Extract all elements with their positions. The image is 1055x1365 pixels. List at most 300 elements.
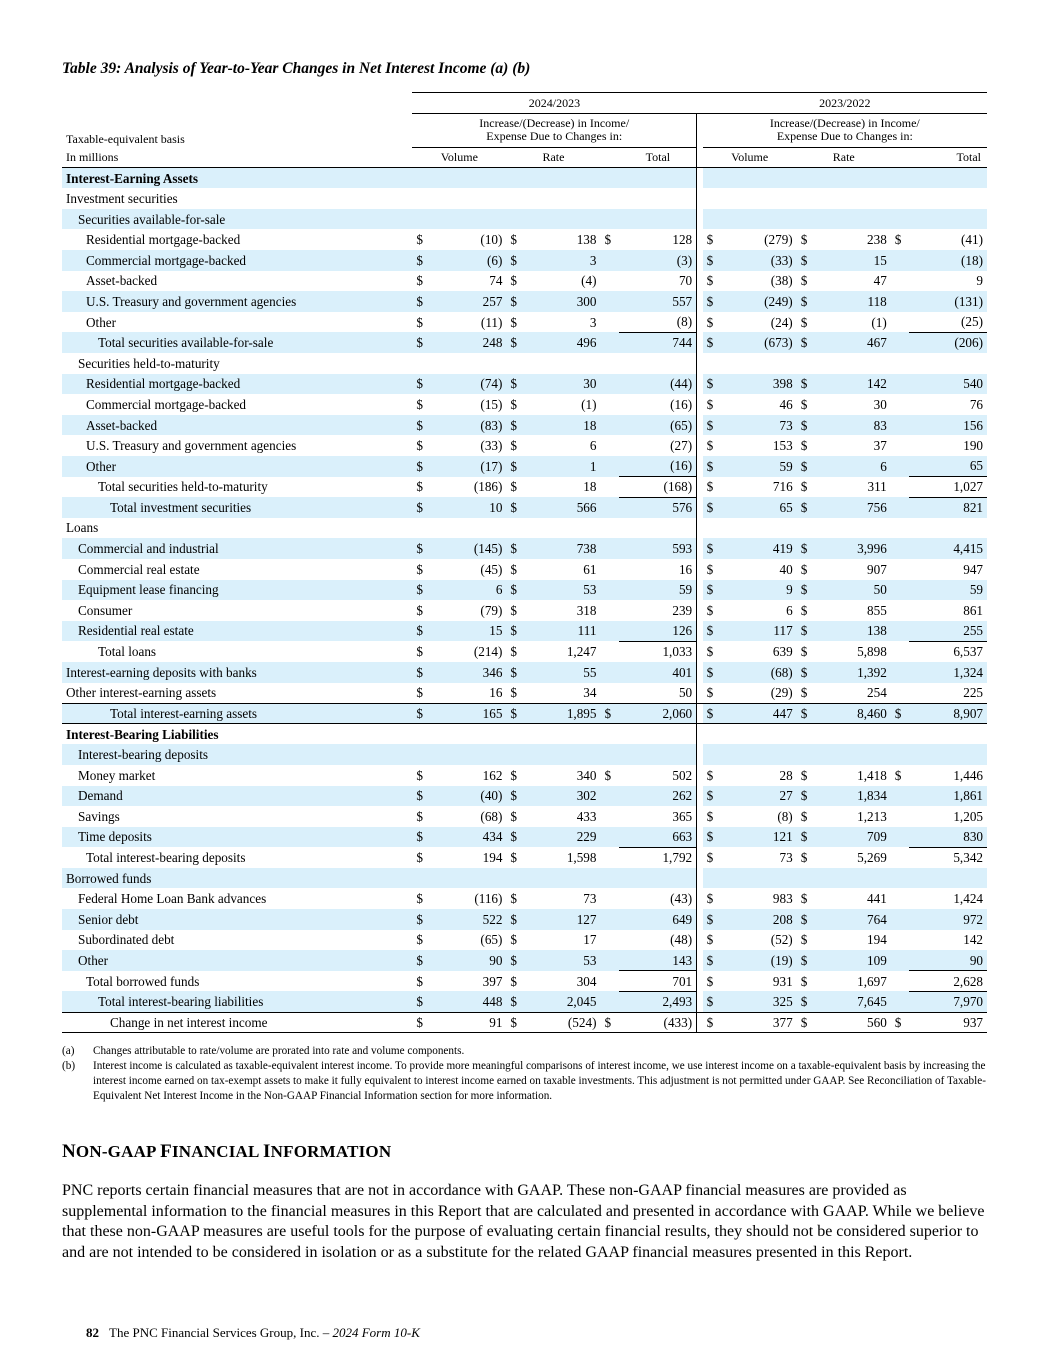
cell-value: 649 xyxy=(619,909,697,930)
column-header-row xyxy=(62,147,987,168)
row-label: Interest-Earning Assets xyxy=(62,168,412,189)
currency-symbol: $ xyxy=(800,479,808,495)
currency-symbol: $ xyxy=(703,621,721,642)
cell-value: 861 xyxy=(963,602,983,618)
cell-value: 346 xyxy=(430,662,506,683)
cell-value: 1,247 xyxy=(566,644,597,660)
cell-value: 1,792 xyxy=(662,850,693,866)
currency-symbol: $ xyxy=(416,849,423,865)
currency-symbol: $ xyxy=(800,644,808,660)
currency-symbol: $ xyxy=(510,644,517,660)
cell-value: 194 xyxy=(867,932,887,948)
cell-value: 434 xyxy=(430,827,506,848)
currency-symbol: $ xyxy=(706,644,714,660)
table-row xyxy=(62,374,987,395)
table-footnotes xyxy=(62,1044,987,1104)
cell-value: 1,392 xyxy=(815,662,891,683)
section-paragraph: PNC reports certain financial measures that are not in accordance with GAAP. These non-GAAP financial measures are provided as supplemental information to the financial measures in this Report that are calculated and presented in accordance with GAAP. While we believe that these non-GAAP measures are useful tools for the purpose of evaluating certain financial results, they should not be considered superior to and are not intended to be considered in isolation or as a substitute for the related GAAP financial measures presented in this Report. xyxy=(62,1182,985,1261)
currency-symbol: $ xyxy=(706,767,714,783)
currency-symbol: $ xyxy=(706,561,714,577)
row-label: Total investment securities xyxy=(62,497,412,518)
currency-symbol: $ xyxy=(800,438,808,454)
currency-symbol: $ xyxy=(506,456,524,477)
cell-value: 7,645 xyxy=(815,991,891,1012)
table-row xyxy=(62,930,987,951)
cell-value: 540 xyxy=(909,374,987,395)
cell-value: 255 xyxy=(909,621,987,642)
currency-symbol: $ xyxy=(506,580,524,601)
cell-value: 111 xyxy=(524,621,600,642)
cell-value: 65 xyxy=(909,456,987,477)
table-row xyxy=(62,291,987,312)
currency-symbol: $ xyxy=(416,973,423,989)
table-row xyxy=(62,662,987,683)
cell-value: 225 xyxy=(909,683,987,704)
cell-value: (4) xyxy=(581,273,597,289)
net-interest-income-table xyxy=(62,92,987,1033)
cell-value: 377 xyxy=(721,1012,797,1033)
currency-symbol: $ xyxy=(510,808,517,824)
subheader-row xyxy=(62,113,987,147)
currency-symbol: $ xyxy=(510,684,517,700)
cell-value: 821 xyxy=(909,497,987,518)
cell-value: 238 xyxy=(867,232,887,248)
table-row xyxy=(62,868,987,889)
cell-value: 76 xyxy=(969,396,983,412)
cell-value: 15 xyxy=(815,250,891,271)
currency-symbol: $ xyxy=(703,827,721,848)
period-header-row xyxy=(62,93,987,114)
table-row xyxy=(62,332,987,353)
row-label: Residential mortgage-backed xyxy=(62,374,412,395)
currency-symbol: $ xyxy=(706,232,714,248)
cell-value: 143 xyxy=(619,950,697,971)
row-label: Total interest-bearing liabilities xyxy=(62,991,412,1012)
table-row xyxy=(62,538,987,559)
currency-symbol: $ xyxy=(506,374,524,395)
cell-value: 50 xyxy=(619,683,697,704)
row-label: Total securities available-for-sale xyxy=(62,332,412,353)
currency-symbol: $ xyxy=(800,602,808,618)
cell-value: (24) xyxy=(770,314,793,330)
currency-symbol: $ xyxy=(416,561,423,577)
currency-symbol: $ xyxy=(800,849,808,865)
cell-value: (3) xyxy=(619,250,697,271)
currency-symbol: $ xyxy=(412,662,430,683)
cell-value: 156 xyxy=(909,415,987,436)
cell-value: 397 xyxy=(482,973,503,989)
cell-value: 109 xyxy=(815,950,891,971)
currency-symbol: $ xyxy=(506,909,524,930)
row-label: Federal Home Loan Bank advances xyxy=(78,891,267,907)
cell-value: (16) xyxy=(670,396,693,412)
table-row xyxy=(62,806,987,827)
cell-value: (41) xyxy=(961,232,983,248)
currency-symbol: $ xyxy=(797,497,815,518)
cell-value: 90 xyxy=(909,950,987,971)
cell-value: (11) xyxy=(480,314,503,330)
cell-value: 663 xyxy=(619,827,697,848)
currency-symbol: $ xyxy=(416,314,423,330)
cell-value: 937 xyxy=(909,1012,987,1033)
table-row xyxy=(62,394,987,415)
cell-value: 65 xyxy=(721,497,797,518)
row-label: Senior debt xyxy=(62,909,412,930)
cell-value: 47 xyxy=(873,273,887,289)
cell-value: (186) xyxy=(473,479,503,495)
cell-value: 419 xyxy=(721,538,797,559)
table-row xyxy=(62,950,987,971)
cell-value: (18) xyxy=(909,250,987,271)
cell-value: (168) xyxy=(619,477,697,498)
currency-symbol: $ xyxy=(416,644,423,660)
cell-value: 4,415 xyxy=(909,538,987,559)
col-total-2023: Total xyxy=(891,147,987,168)
currency-symbol: $ xyxy=(703,332,721,353)
cell-value: 502 xyxy=(672,767,693,783)
cell-value: 194 xyxy=(482,849,503,865)
currency-symbol: $ xyxy=(510,232,517,248)
cell-value: (27) xyxy=(670,438,693,454)
cell-value: 448 xyxy=(430,991,506,1012)
table-row xyxy=(62,456,987,477)
cell-value: 18 xyxy=(583,479,597,495)
currency-symbol: $ xyxy=(797,703,815,724)
table-row xyxy=(62,600,987,621)
company-name: The PNC Financial Services Group, Inc. – xyxy=(109,1325,333,1340)
cell-value: (25) xyxy=(909,312,987,333)
cell-value: 1,418 xyxy=(857,767,887,783)
currency-symbol: $ xyxy=(506,291,524,312)
currency-symbol: $ xyxy=(416,438,423,454)
table-title xyxy=(62,60,530,78)
currency-symbol: $ xyxy=(510,767,517,783)
currency-symbol: $ xyxy=(800,684,808,700)
cell-value: 5,269 xyxy=(857,849,887,865)
row-label: Other xyxy=(62,456,412,477)
cell-value: 1,033 xyxy=(662,644,693,660)
row-label: Commercial mortgage-backed xyxy=(86,396,247,412)
currency-symbol: $ xyxy=(894,232,902,248)
cell-value: 398 xyxy=(721,374,797,395)
cell-value: 340 xyxy=(576,767,597,783)
cell-value: (8) xyxy=(619,312,697,333)
currency-symbol: $ xyxy=(800,973,808,989)
currency-symbol: $ xyxy=(506,250,524,271)
cell-value: 738 xyxy=(524,538,600,559)
row-label: Total interest-earning assets xyxy=(62,703,412,724)
currency-symbol: $ xyxy=(510,314,517,330)
currency-symbol: $ xyxy=(412,374,430,395)
cell-value: 566 xyxy=(524,497,600,518)
currency-symbol: $ xyxy=(412,991,430,1012)
currency-symbol: $ xyxy=(891,703,909,724)
cell-value: (17) xyxy=(430,456,506,477)
table-row xyxy=(62,415,987,436)
cell-value: 3 xyxy=(589,314,597,330)
cell-value: 73 xyxy=(721,415,797,436)
currency-symbol: $ xyxy=(800,891,808,907)
row-label: Interest-bearing deposits xyxy=(62,744,412,765)
currency-symbol: $ xyxy=(797,786,815,807)
table-row xyxy=(62,827,987,848)
table-row xyxy=(62,580,987,601)
table-number: Table 39 xyxy=(62,60,117,77)
row-label: Time deposits xyxy=(62,827,412,848)
cell-value: 830 xyxy=(909,827,987,848)
cell-value: 165 xyxy=(430,703,506,724)
cell-value: 262 xyxy=(619,786,697,807)
cell-value: 34 xyxy=(583,684,597,700)
table-row xyxy=(62,250,987,271)
currency-symbol: $ xyxy=(797,332,815,353)
row-label: Money market xyxy=(78,767,156,783)
cell-value: (65) xyxy=(619,415,697,436)
cell-value: 3 xyxy=(524,250,600,271)
cell-value: (249) xyxy=(721,291,797,312)
cell-value: 325 xyxy=(721,991,797,1012)
cell-value: 2,493 xyxy=(619,991,697,1012)
cell-value: (68) xyxy=(480,808,503,824)
row-label: Other interest-earning assets xyxy=(66,684,217,700)
row-label: Demand xyxy=(62,786,412,807)
cell-value: 5,342 xyxy=(953,850,983,866)
currency-symbol: $ xyxy=(412,950,430,971)
cell-value: 138 xyxy=(815,621,891,642)
cell-value: 239 xyxy=(672,602,693,618)
cell-value: 162 xyxy=(482,767,503,783)
currency-symbol: $ xyxy=(703,950,721,971)
table-row xyxy=(62,909,987,930)
currency-symbol: $ xyxy=(800,932,808,948)
row-label: Total interest-bearing deposits xyxy=(86,849,246,865)
row-label: Asset-backed xyxy=(86,273,158,289)
cell-value: 138 xyxy=(576,232,597,248)
cell-value: 433 xyxy=(576,808,597,824)
currency-symbol: $ xyxy=(703,786,721,807)
currency-symbol: $ xyxy=(412,332,430,353)
row-label: Subordinated debt xyxy=(78,932,175,948)
col-volume-2024: Volume xyxy=(412,147,506,168)
cell-value: (38) xyxy=(770,273,793,289)
page-number: 82 xyxy=(86,1325,99,1340)
cell-value: 447 xyxy=(721,703,797,724)
row-label: Total securities held-to-maturity xyxy=(98,479,268,495)
cell-value: 6 xyxy=(430,580,506,601)
currency-symbol: $ xyxy=(797,250,815,271)
currency-symbol: $ xyxy=(412,291,430,312)
cell-value: 17 xyxy=(583,932,597,948)
cell-value: (8) xyxy=(777,808,793,824)
cell-value: (83) xyxy=(430,415,506,436)
currency-symbol: $ xyxy=(600,703,618,724)
cell-value: 117 xyxy=(721,621,797,642)
currency-symbol: $ xyxy=(506,497,524,518)
table-row xyxy=(62,847,987,868)
cell-value: 61 xyxy=(583,561,597,577)
cell-value: 153 xyxy=(772,438,793,454)
currency-symbol: $ xyxy=(703,291,721,312)
cell-value: 59 xyxy=(721,456,797,477)
cell-value: (65) xyxy=(480,932,503,948)
row-label: Commercial and industrial xyxy=(62,538,412,559)
currency-symbol: $ xyxy=(510,479,517,495)
table-row xyxy=(62,229,987,250)
currency-symbol: $ xyxy=(797,538,815,559)
row-label: Total loans xyxy=(98,644,157,660)
cell-value: 1,424 xyxy=(953,891,983,907)
currency-symbol: $ xyxy=(412,456,430,477)
currency-symbol: $ xyxy=(510,849,517,865)
cell-value: (279) xyxy=(764,232,793,248)
currency-symbol: $ xyxy=(416,396,423,412)
cell-value: (33) xyxy=(721,250,797,271)
table-row xyxy=(62,683,987,704)
cell-value: 70 xyxy=(678,273,693,289)
currency-symbol: $ xyxy=(412,415,430,436)
cell-value: 557 xyxy=(619,291,697,312)
cell-value: 28 xyxy=(779,767,793,783)
cell-value: 9 xyxy=(976,273,983,289)
table-row xyxy=(62,641,987,662)
table-caption: : Analysis of Year-to-Year Changes in Net Interest Income (a) (b) xyxy=(116,60,531,77)
subheader-2024: Increase/(Decrease) in Income/ Expense Due to Changes in: xyxy=(412,113,696,147)
currency-symbol: $ xyxy=(797,621,815,642)
currency-symbol: $ xyxy=(797,950,815,971)
cell-value: 18 xyxy=(524,415,600,436)
row-label: Securities held-to-maturity xyxy=(78,355,220,371)
cell-value: (79) xyxy=(480,602,503,618)
cell-value: 121 xyxy=(721,827,797,848)
currency-symbol: $ xyxy=(706,849,714,865)
cell-value: 6,537 xyxy=(953,644,983,660)
currency-symbol: $ xyxy=(506,786,524,807)
table-row xyxy=(62,271,987,292)
cell-value: 1,324 xyxy=(909,662,987,683)
cell-value: 300 xyxy=(524,291,600,312)
cell-value: 30 xyxy=(873,396,887,412)
col-volume-2023: Volume xyxy=(703,147,797,168)
row-label: Other xyxy=(62,950,412,971)
currency-symbol: $ xyxy=(703,497,721,518)
cell-value: 496 xyxy=(524,332,600,353)
period-header-2023: 2023/2022 xyxy=(703,93,987,114)
cell-value: 1,598 xyxy=(566,849,597,865)
cell-value: 6 xyxy=(815,456,891,477)
cell-value: 6 xyxy=(786,602,793,618)
currency-symbol: $ xyxy=(510,561,517,577)
cell-value: 208 xyxy=(721,909,797,930)
cell-value: (524) xyxy=(524,1012,600,1033)
currency-symbol: $ xyxy=(600,1012,618,1033)
table-row xyxy=(62,497,987,518)
currency-symbol: $ xyxy=(412,909,430,930)
cell-value: 142 xyxy=(963,932,983,948)
cell-value: 8,907 xyxy=(909,703,987,724)
currency-symbol: $ xyxy=(412,786,430,807)
currency-symbol: $ xyxy=(706,438,714,454)
cell-value: 401 xyxy=(619,662,697,683)
cell-value: 59 xyxy=(909,580,987,601)
currency-symbol: $ xyxy=(797,291,815,312)
currency-symbol: $ xyxy=(706,808,714,824)
cell-value: 744 xyxy=(619,332,697,353)
currency-symbol: $ xyxy=(510,396,517,412)
cell-value: 972 xyxy=(909,909,987,930)
currency-symbol: $ xyxy=(800,561,808,577)
currency-symbol: $ xyxy=(706,973,714,989)
currency-symbol: $ xyxy=(706,396,714,412)
row-label: Residential real estate xyxy=(62,621,412,642)
currency-symbol: $ xyxy=(706,891,714,907)
row-label: U.S. Treasury and government agencies xyxy=(62,291,412,312)
table-row xyxy=(62,188,987,209)
currency-symbol: $ xyxy=(703,415,721,436)
table-row xyxy=(62,1012,987,1033)
cell-value: 709 xyxy=(815,827,891,848)
cell-value: 1,861 xyxy=(909,786,987,807)
footnote-a: (a) Changes attributable to rate/volume are prorated into rate and volume components. xyxy=(62,1045,465,1057)
cell-value: 302 xyxy=(524,786,600,807)
currency-symbol: $ xyxy=(706,479,714,495)
currency-symbol: $ xyxy=(703,456,721,477)
currency-symbol: $ xyxy=(797,374,815,395)
cell-value: 10 xyxy=(430,497,506,518)
row-label: Consumer xyxy=(78,602,133,618)
cell-value: 947 xyxy=(963,561,983,577)
currency-symbol: $ xyxy=(416,684,423,700)
currency-symbol: $ xyxy=(416,232,423,248)
cell-value: 639 xyxy=(772,644,793,660)
cell-value: 8,460 xyxy=(815,703,891,724)
cell-value: (1) xyxy=(871,314,887,330)
currency-symbol: $ xyxy=(706,602,714,618)
subheader-2023: Increase/(Decrease) in Income/ Expense Due to Changes in: xyxy=(703,113,987,147)
cell-value: 27 xyxy=(721,786,797,807)
cell-value: 74 xyxy=(489,273,503,289)
row-label: Investment securities xyxy=(66,190,178,206)
table-row xyxy=(62,703,987,724)
currency-symbol: $ xyxy=(706,932,714,948)
cell-value: (214) xyxy=(473,644,503,660)
currency-symbol: $ xyxy=(510,891,517,907)
currency-symbol: $ xyxy=(604,767,612,783)
cell-value: 855 xyxy=(867,602,887,618)
table-row xyxy=(62,435,987,456)
col-total-2024: Total xyxy=(600,147,696,168)
cell-value: 190 xyxy=(963,438,983,454)
currency-symbol: $ xyxy=(510,273,517,289)
cell-value: 126 xyxy=(619,621,697,642)
cell-value: 50 xyxy=(815,580,891,601)
currency-symbol: $ xyxy=(703,1012,721,1033)
table-row xyxy=(62,724,987,745)
cell-value: (6) xyxy=(430,250,506,271)
cell-value: 593 xyxy=(619,538,697,559)
cell-value: (145) xyxy=(430,538,506,559)
cell-value: 441 xyxy=(867,891,887,907)
period-header-2024: 2024/2023 xyxy=(412,93,696,114)
cell-value: 931 xyxy=(772,973,793,989)
currency-symbol: $ xyxy=(412,250,430,271)
currency-symbol: $ xyxy=(891,1012,909,1033)
footnote-b: (b) Interest income is calculated as taxable-equivalent interest income. To provide more meaningful comparisons of interest income, we use interest income on a taxable-equivalent basis by increasing the interest income earned on tax-exempt assets to make it fully equivalent to interest income earned on taxable investments. This adjustment is not permitted under GAAP. See Reconciliation of Taxable-Equivalent Net Interest Income in the Non-GAAP Financial Information section for more information. xyxy=(62,1060,986,1102)
currency-symbol: $ xyxy=(800,396,808,412)
units-label: In millions xyxy=(62,147,412,168)
cell-value: 40 xyxy=(779,561,793,577)
currency-symbol: $ xyxy=(506,950,524,971)
currency-symbol: $ xyxy=(703,374,721,395)
